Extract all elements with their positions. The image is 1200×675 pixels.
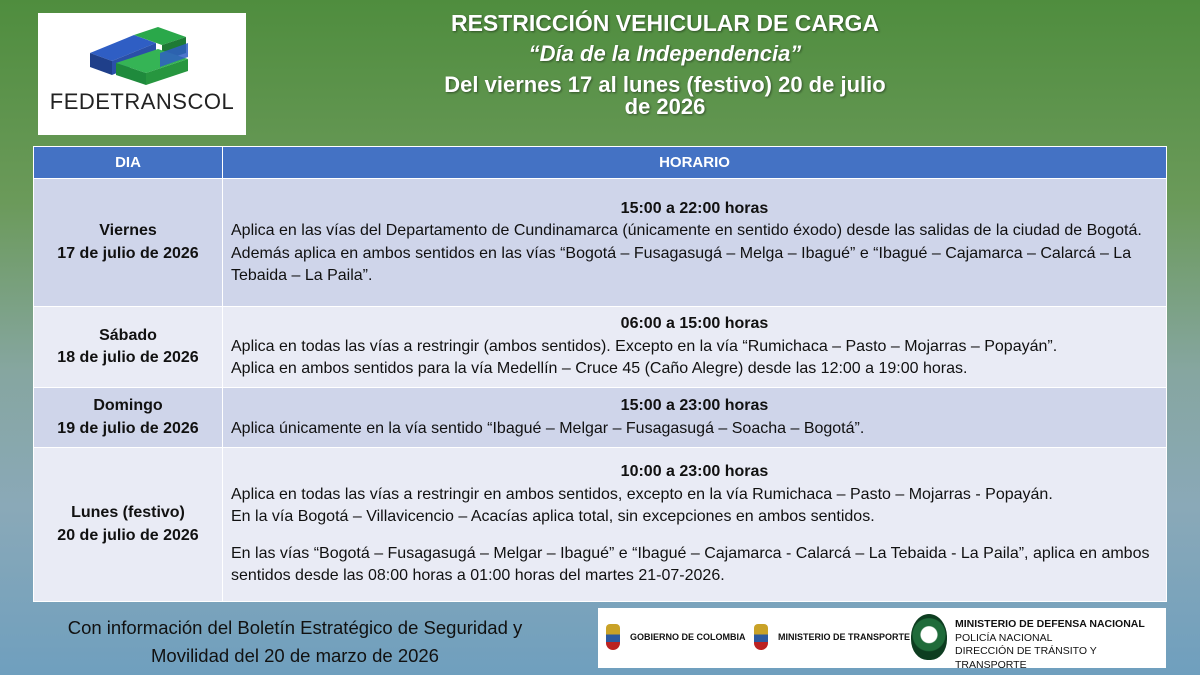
- schedule-line: Aplica en todas las vías a restringir en ambos sentidos, excepto en la vía Rumichaca – Pasto – Mojarras - Popayán.: [231, 485, 1053, 503]
- title-line-1: RESTRICCIÓN VEHICULAR DE CARGA: [450, 10, 880, 36]
- policia-nacional-badge-icon: [911, 614, 947, 660]
- header-schedule: HORARIO: [223, 147, 1167, 179]
- schedule-line: Aplica en todas las vías a restringir (ambos sentidos). Excepto en la vía “Rumichaca – Pasto – Mojarras – Popayán”.: [231, 337, 1058, 355]
- day-date: 18 de julio de 2026: [57, 349, 199, 366]
- schedule-cell: [223, 448, 1167, 602]
- day-date: 20 de julio de 2026: [57, 526, 199, 544]
- transito-transporte-label: DIRECCIÓN DE TRÁNSITO Y TRANSPORTE: [955, 645, 1097, 671]
- colombia-crest-icon: [606, 624, 620, 650]
- day-cell: [34, 307, 223, 388]
- source-note-line-2: Movilidad del 20 de marzo de 2026: [151, 645, 439, 666]
- colombia-crest-icon: [754, 624, 768, 650]
- header-day: DIA: [34, 147, 223, 179]
- schedule-line: Aplica en las vías del Departamento de Cundinamarca (únicamente en sentido éxodo) desde las salidas de la ciudad de Bogotá.: [231, 222, 1142, 239]
- table-row: [34, 307, 1167, 388]
- day-name: Sábado: [99, 326, 157, 344]
- schedule-cell: [223, 388, 1167, 448]
- schedule-line: En las vías “Bogotá – Fusagasugá – Melgar – Ibagué” e “Ibagué – Cajamarca - Calarcá – La Tebaida - La Paila”, aplica en ambos sentidos desde las 08:00 horas a 01:00 horas del martes 21-07-2026.: [231, 544, 1150, 585]
- gobierno-de-colombia-label: GOBIERNO DE COLOMBIA: [630, 632, 746, 642]
- schedule-cell: [223, 179, 1167, 307]
- schedule-line: Aplica en ambos sentidos para la vía Medellín – Cruce 45 (Caño Alegre) desde las 12:00 a 19:00 horas.: [231, 360, 968, 378]
- page-title: [380, 8, 950, 118]
- source-note: [30, 614, 560, 670]
- day-cell: [34, 179, 223, 307]
- day-cell: [34, 448, 223, 602]
- day-name: Viernes: [99, 222, 157, 239]
- table-row: [34, 448, 1167, 602]
- hours: 10:00 a 23:00 horas: [620, 463, 769, 481]
- table-row: [34, 179, 1167, 307]
- schedule-line: En la vía Bogotá – Villavicencio – Acacías aplica total, sin excepciones en ambos sentidos.: [231, 508, 875, 526]
- table-row: [34, 388, 1167, 448]
- ministerio-transporte-label: MINISTERIO DE TRANSPORTE: [778, 632, 911, 642]
- title-line-3: Del viernes 17 al lunes (festivo) 20 de julio de 2026: [444, 72, 886, 119]
- hours: 15:00 a 23:00 horas: [620, 397, 769, 414]
- schedule-line: Aplica únicamente en la vía sentido “Ibagué – Melgar – Fusagasugá – Soacha – Bogotá”.: [231, 419, 865, 437]
- policia-nacional-label: POLICÍA NACIONAL: [955, 631, 1053, 644]
- source-note-line-1: Con información del Boletín Estratégico de Seguridad y: [67, 617, 523, 638]
- day-date: 17 de julio de 2026: [57, 244, 199, 262]
- day-cell: [34, 388, 223, 448]
- schedule-line: Además aplica en ambos sentidos en las vías “Bogotá – Fusagasugá – Melga – Ibagué” e “Ibagué – Cajamarca – Calarcá – La Tebaida – La Paila”.: [231, 244, 1132, 284]
- fedetranscol-logo-text: FEDETRANSCOL: [49, 89, 235, 114]
- restriction-table: [33, 146, 1167, 602]
- hours: 06:00 a 15:00 horas: [620, 315, 769, 333]
- day-date: 19 de julio de 2026: [57, 419, 199, 437]
- government-logos: [598, 608, 1166, 671]
- title-line-2: “Día de la Independencia”: [528, 41, 802, 66]
- schedule-cell: [223, 307, 1167, 388]
- ministerio-defensa-label: MINISTERIO DE DEFENSA NACIONAL: [955, 618, 1145, 630]
- fedetranscol-emblem-icon: [38, 13, 246, 93]
- day-name: Lunes (festivo): [71, 504, 185, 521]
- hours: 15:00 a 22:00 horas: [620, 199, 769, 217]
- ministerio-defensa-block: [955, 618, 1166, 672]
- day-name: Domingo: [93, 397, 163, 414]
- fedetranscol-logo: [38, 13, 246, 135]
